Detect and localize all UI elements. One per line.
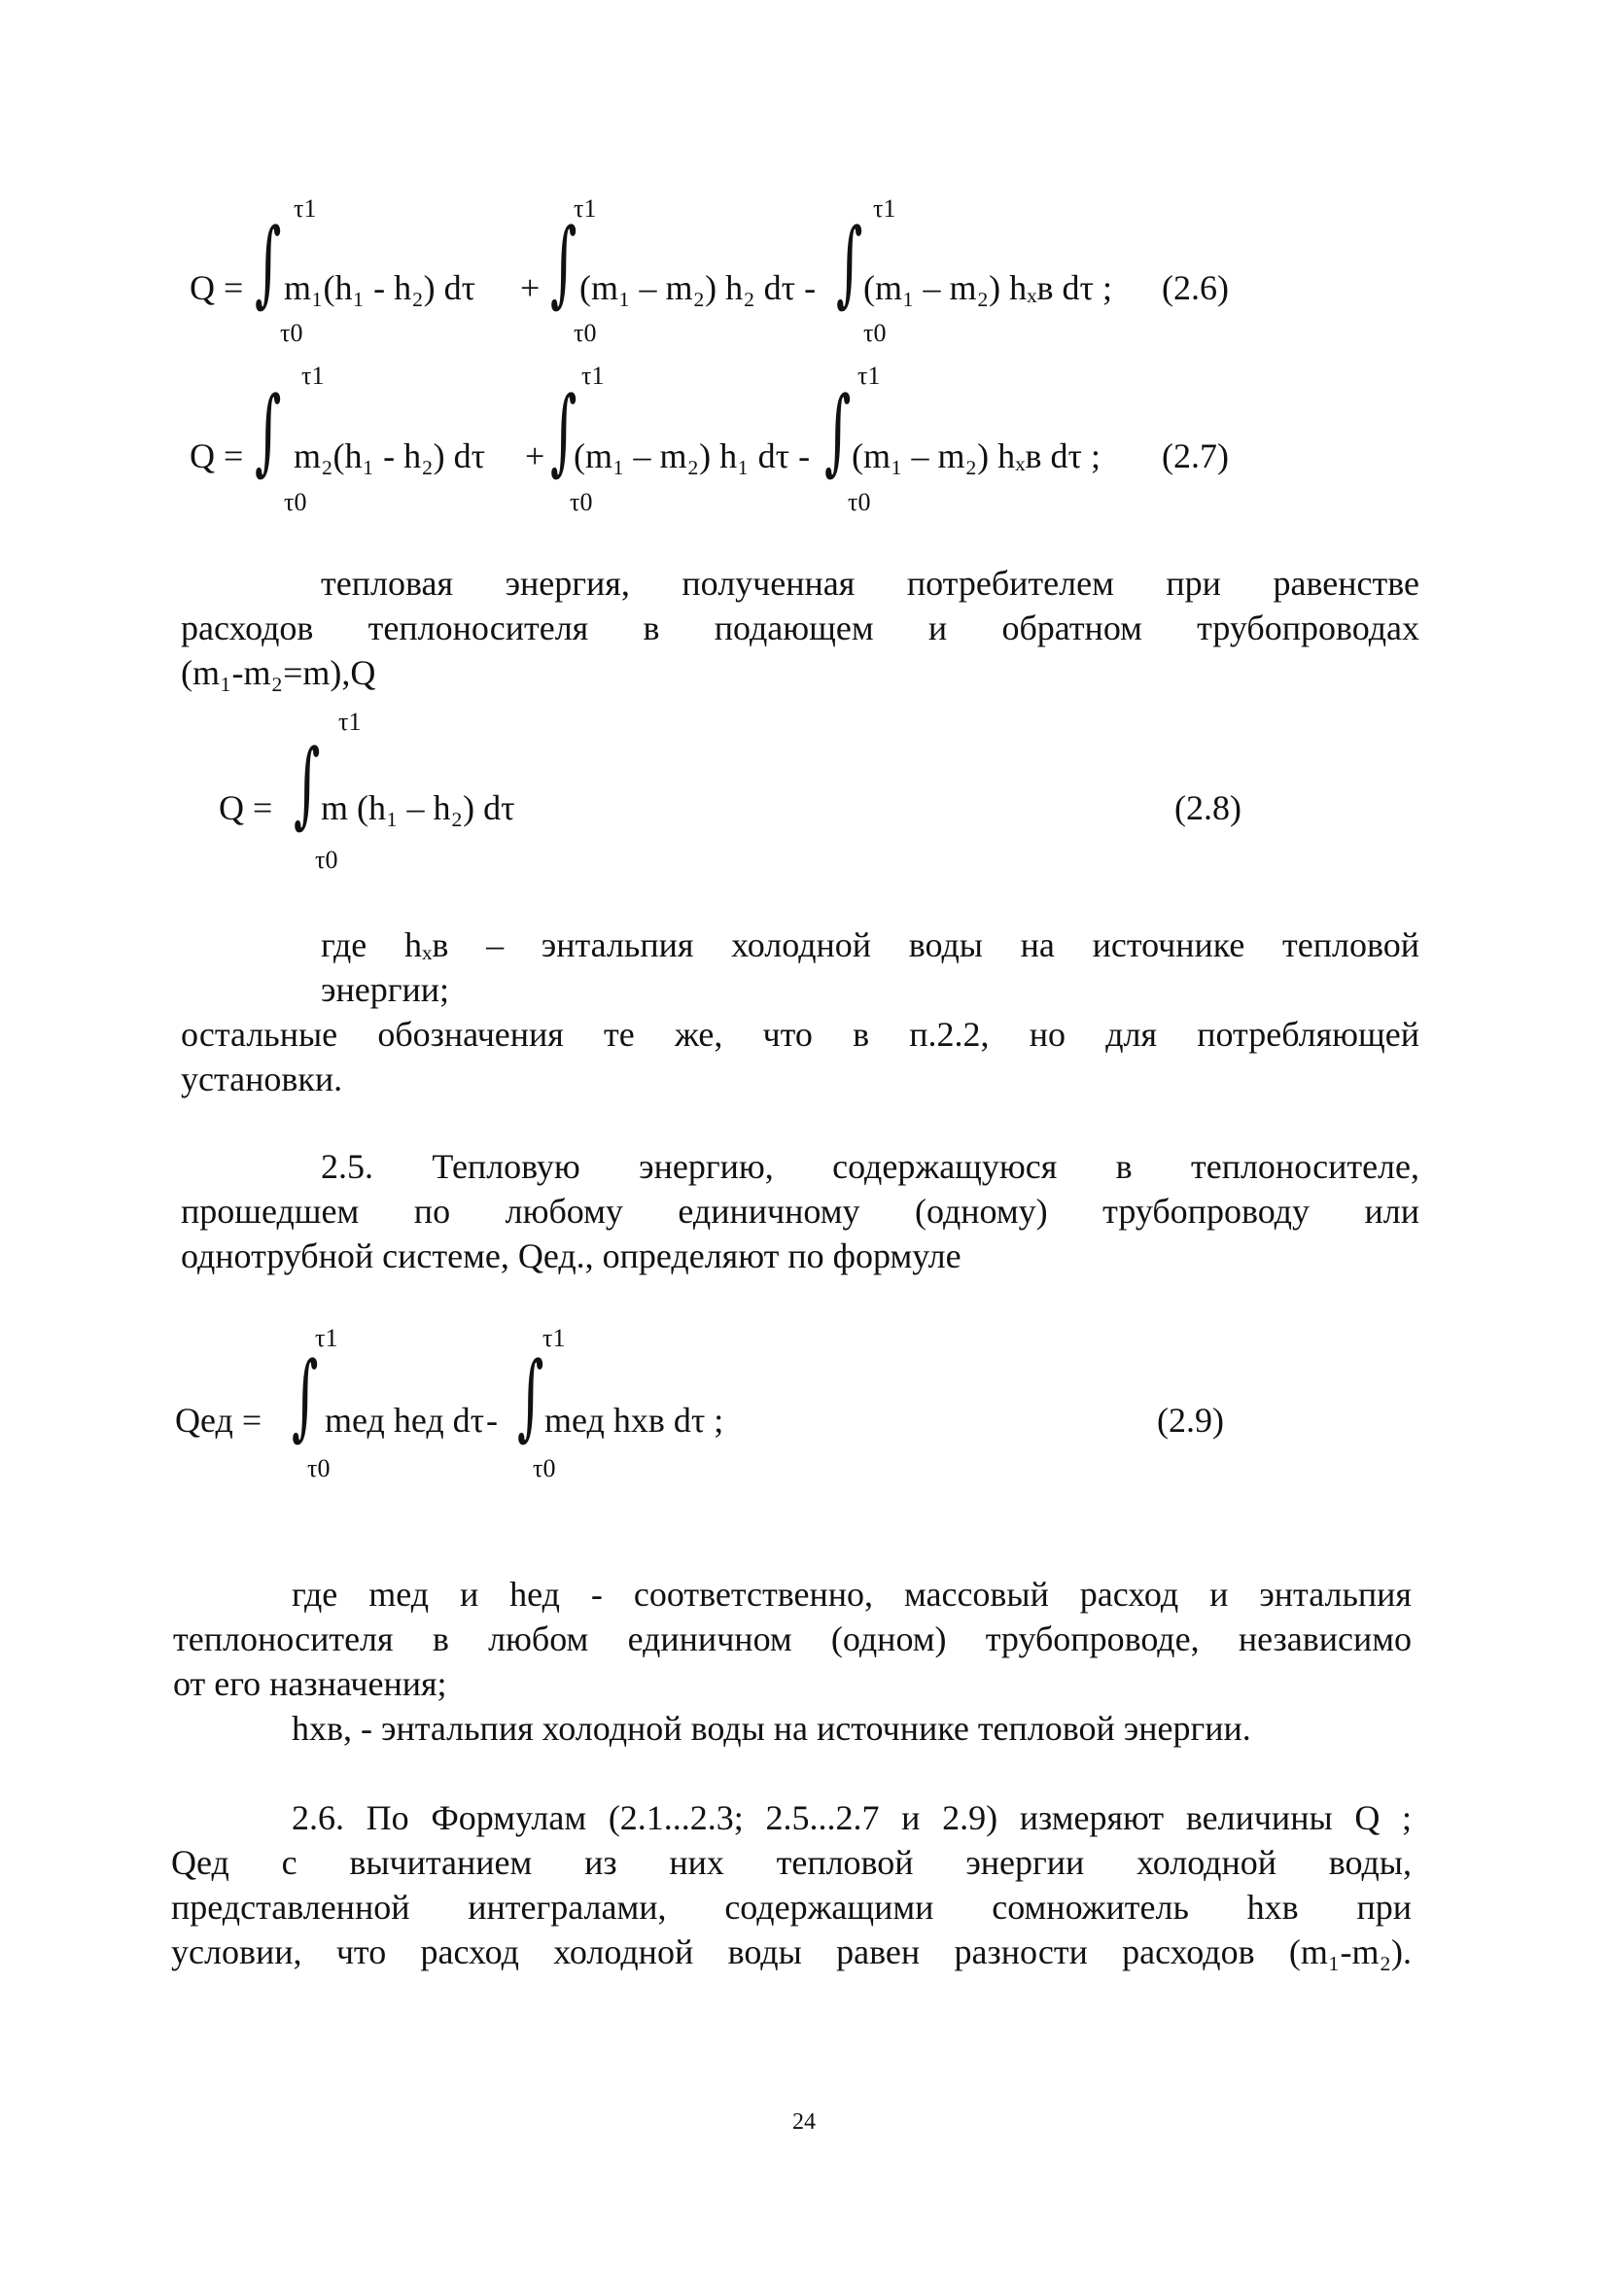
integral-sign: ∫ bbox=[255, 376, 282, 485]
text-line: энергии; bbox=[321, 970, 449, 1009]
integrand: mед hхв dτ ; bbox=[544, 1401, 724, 1440]
integrand: m₂(h₁ - h₂) dτ bbox=[294, 436, 486, 475]
integral-upper-limit: τ1 bbox=[315, 1324, 338, 1352]
eq-prefix: Qед = bbox=[175, 1401, 262, 1440]
integral-sign: ∫ bbox=[517, 1341, 544, 1450]
integrand: m (h₁ – h₂) dτ bbox=[321, 788, 515, 827]
integral-sign: ∫ bbox=[255, 208, 282, 317]
text-line: (m₁-m₂=m),Q bbox=[181, 653, 376, 692]
integral-sign: ∫ bbox=[824, 376, 852, 485]
integral-upper-limit: τ1 bbox=[542, 1324, 566, 1352]
text-line: установки. bbox=[181, 1060, 343, 1098]
eq-prefix: Q = bbox=[190, 436, 244, 475]
text-line: условии, что расход холодной воды равен разности расходов (m₁-m₂). bbox=[171, 1932, 1412, 1971]
eq-prefix: Q = bbox=[219, 788, 273, 827]
equation-number: (2.6) bbox=[1162, 268, 1229, 307]
text-line: остальные обозначения те же, что в п.2.2, но для потребляющей bbox=[181, 1015, 1419, 1054]
integral-sign: ∫ bbox=[836, 208, 863, 317]
operator-plus: + bbox=[525, 436, 545, 475]
text-line: где mед и hед - соответственно, массовый расход и энтальпия bbox=[292, 1575, 1412, 1614]
integral-upper-limit: τ1 bbox=[301, 362, 325, 390]
integrand: (m₁ – m₂) h₂ dτ - bbox=[579, 268, 817, 307]
integrand: (m₁ – m₂) hₓв dτ ; bbox=[863, 268, 1112, 307]
integral-lower-limit: τ0 bbox=[863, 319, 887, 347]
equation-number: (2.9) bbox=[1157, 1401, 1224, 1440]
text-line: прошедшем по любому единичному (одному) трубопроводу или bbox=[181, 1192, 1419, 1231]
integral-sign: ∫ bbox=[292, 1341, 319, 1450]
operator-plus: + bbox=[520, 268, 541, 307]
text-line: hхв, - энтальпия холодной воды на источнике тепловой энергии. bbox=[292, 1709, 1251, 1748]
equation-number: (2.7) bbox=[1162, 436, 1229, 475]
integral-upper-limit: τ1 bbox=[294, 194, 317, 223]
integral-lower-limit: τ0 bbox=[570, 488, 593, 516]
integral-sign: ∫ bbox=[294, 729, 321, 838]
integrand: (m₁ – m₂) h₁ dτ - bbox=[574, 436, 811, 475]
text-line: теплоносителя в любом единичном (одном) трубопроводе, независимо bbox=[173, 1619, 1412, 1658]
text-line: от его назначения; bbox=[173, 1664, 447, 1703]
integrand: m₁(h₁ - h₂) dτ bbox=[284, 268, 476, 307]
integral-upper-limit: τ1 bbox=[873, 194, 896, 223]
integral-lower-limit: τ0 bbox=[280, 319, 303, 347]
text-line: 2.6. По Формулам (2.1...2.3; 2.5...2.7 и 2.9) измеряют величины Q ; bbox=[292, 1798, 1412, 1837]
equation-number: (2.8) bbox=[1174, 788, 1241, 827]
integral-lower-limit: τ0 bbox=[315, 846, 338, 874]
text-line: тепловая энергия, полученная потребителем при равенстве bbox=[321, 564, 1419, 603]
integral-lower-limit: τ0 bbox=[284, 488, 307, 516]
integral-lower-limit: τ0 bbox=[533, 1454, 556, 1482]
integral-upper-limit: τ1 bbox=[581, 362, 605, 390]
integral-upper-limit: τ1 bbox=[857, 362, 881, 390]
integral-lower-limit: τ0 bbox=[574, 319, 597, 347]
text-line: однотрубной системе, Qед., определяют по формуле bbox=[181, 1236, 961, 1275]
text-line: представленной интегралами, содержащими сомножитель hхв при bbox=[171, 1888, 1412, 1927]
page-number: 24 bbox=[792, 2109, 816, 2135]
text-line: где hₓв – энтальпия холодной воды на источнике тепловой bbox=[321, 925, 1419, 964]
integral-sign: ∫ bbox=[550, 376, 577, 485]
integral-lower-limit: τ0 bbox=[848, 488, 871, 516]
text-line: Qед с вычитанием из них тепловой энергии холодной воды, bbox=[171, 1843, 1412, 1882]
operator-minus: - bbox=[486, 1401, 498, 1440]
integral-upper-limit: τ1 bbox=[574, 194, 597, 223]
text-line: расходов теплоносителя в подающем и обратном трубопроводах bbox=[181, 609, 1419, 647]
integral-upper-limit: τ1 bbox=[338, 708, 362, 736]
integrand: (m₁ – m₂) hₓв dτ ; bbox=[852, 436, 1101, 475]
integral-lower-limit: τ0 bbox=[307, 1454, 331, 1482]
text-line: 2.5. Тепловую энергию, содержащуюся в теплоносителе, bbox=[321, 1147, 1419, 1186]
integrand: mед hед dτ bbox=[325, 1401, 485, 1440]
integral-sign: ∫ bbox=[550, 208, 577, 317]
eq-prefix: Q = bbox=[190, 268, 244, 307]
